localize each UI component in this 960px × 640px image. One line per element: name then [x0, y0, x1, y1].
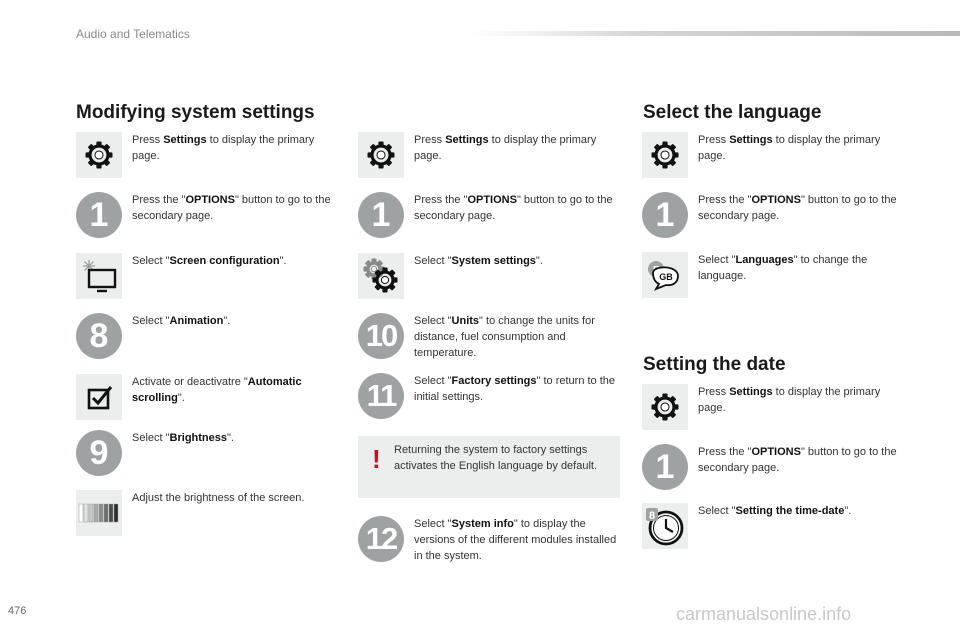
- step-keyword: Screen configuration: [169, 255, 280, 267]
- step-settings-icon: [642, 384, 908, 430]
- system-settings-icon: [358, 253, 404, 299]
- step-text: [414, 516, 619, 564]
- step-keyword: Automatic scrolling: [132, 376, 302, 404]
- step-8: [76, 313, 342, 359]
- step-text-part: ".: [279, 255, 287, 267]
- step-text-part: " to return to the initial settings.: [414, 375, 616, 403]
- step-number-badge: 1: [358, 192, 404, 238]
- step-settings-icon: [642, 132, 908, 178]
- step-keyword: OPTIONS: [185, 194, 235, 206]
- step-keyword: Languages: [735, 254, 794, 266]
- step-brightness-bars-icon: [76, 490, 342, 536]
- step-text-part: Select ": [414, 518, 452, 530]
- settings-icon: [642, 384, 688, 430]
- step-text: [132, 374, 342, 406]
- step-keyword: Setting the time-date: [735, 505, 845, 517]
- step-text: [132, 253, 342, 269]
- step-text-part: " button to go to the secondary page.: [414, 194, 613, 222]
- step-11: [358, 373, 624, 419]
- step-keyword: System settings: [451, 255, 536, 267]
- step-text-part: ".: [844, 505, 852, 517]
- step-10: [358, 313, 624, 361]
- step-text: [698, 384, 908, 416]
- step-12: [358, 516, 619, 564]
- step-keyword: Settings: [445, 134, 489, 146]
- step-number-badge: 9: [76, 430, 122, 476]
- step-text-part: " button to go to the secondary page.: [698, 194, 897, 222]
- step-text: [698, 192, 908, 224]
- step-text: [132, 313, 342, 329]
- step-text-part: Press the ": [698, 194, 752, 206]
- step-text: [132, 132, 342, 164]
- step-text-part: Select ": [132, 432, 170, 444]
- settings-icon: [358, 132, 404, 178]
- step-text-part: Select ": [132, 255, 170, 267]
- brightness-bars-icon: [76, 490, 122, 536]
- step-text-part: ".: [177, 392, 185, 404]
- step-number-badge: 10: [358, 313, 404, 359]
- warning-text: Returning the system to factory settings activates the English language by default.: [394, 444, 598, 472]
- step-checkbox-icon: [76, 374, 342, 420]
- step-text-part: ".: [223, 315, 231, 327]
- screen-config-icon: [76, 253, 122, 299]
- step-text-part: Select ": [414, 375, 452, 387]
- step-text-part: ".: [227, 432, 234, 444]
- step-text-part: Press the ": [132, 194, 186, 206]
- step-clock-icon: [642, 503, 908, 549]
- settings-icon: [76, 132, 122, 178]
- step-number-badge: 1: [642, 192, 688, 238]
- step-text: [698, 132, 908, 164]
- step-keyword: OPTIONS: [467, 194, 517, 206]
- section-title-date: Setting the date: [643, 354, 786, 375]
- step-text-part: " button to go to the secondary page.: [698, 446, 897, 474]
- warning-icon: !: [372, 444, 381, 474]
- step-text-part: " to change the language.: [698, 254, 868, 282]
- step-text-part: ".: [535, 255, 543, 267]
- step-text-part: Press the ": [698, 446, 752, 458]
- step-keyword: Factory settings: [451, 375, 537, 387]
- step-text: [414, 253, 624, 269]
- step-number-badge: 11: [358, 373, 404, 419]
- step-keyword: Units: [451, 315, 480, 327]
- step-keyword: System info: [451, 518, 514, 530]
- step-1: [358, 192, 624, 238]
- step-text: [132, 192, 342, 224]
- step-text-part: " to display the versions of the different modules installed in the system.: [414, 518, 617, 562]
- page-number: 476: [8, 605, 27, 617]
- step-number-badge: 12: [358, 516, 404, 562]
- step-text-part: Select ": [414, 255, 452, 267]
- step-system-settings-icon: [358, 253, 624, 299]
- step-text-part: Select ": [414, 315, 452, 327]
- step-text-part: Select ": [698, 505, 736, 517]
- step-keyword: Settings: [729, 386, 773, 398]
- step-text-part: Adjust the brightness of the screen.: [132, 492, 305, 504]
- step-languages-icon: [642, 252, 908, 298]
- step-number-badge: 8: [76, 313, 122, 359]
- step-text-part: to display the primary page.: [414, 134, 597, 162]
- step-text-part: Press: [414, 134, 446, 146]
- step-keyword: OPTIONS: [751, 194, 801, 206]
- clock-icon-text: 8: [648, 510, 656, 522]
- section-title-language: Select the language: [643, 102, 822, 123]
- step-text-part: to display the primary page.: [698, 386, 881, 414]
- step-1: [642, 444, 908, 490]
- warning-box: [358, 436, 620, 498]
- step-text-part: Press: [698, 386, 730, 398]
- step-keyword: Settings: [729, 134, 773, 146]
- step-settings-icon: [358, 132, 624, 178]
- step-text-part: Activate or deactivatre ": [132, 376, 248, 388]
- step-screen-config-icon: [76, 253, 342, 299]
- section-title-modifying: Modifying system settings: [76, 102, 315, 123]
- step-keyword: Animation: [169, 315, 224, 327]
- step-number-badge: 1: [642, 444, 688, 490]
- header-rule: [470, 31, 960, 36]
- step-keyword: Brightness: [169, 432, 228, 444]
- step-9: [76, 430, 342, 476]
- step-text: [698, 252, 908, 284]
- step-text: [132, 430, 342, 446]
- step-text-part: " to change the units for distance, fuel consumption and temperature.: [414, 315, 595, 359]
- step-text-part: " button to go to the secondary page.: [132, 194, 331, 222]
- step-1: [642, 192, 908, 238]
- step-text: [414, 132, 624, 164]
- watermark: carmanualsonline.info: [676, 604, 852, 624]
- clock-icon: [642, 503, 688, 549]
- step-text: [414, 373, 624, 405]
- step-text: [698, 444, 908, 476]
- step-text-part: Select ": [132, 315, 170, 327]
- step-text: [132, 490, 342, 506]
- languages-icon: [642, 252, 688, 298]
- settings-icon: [642, 132, 688, 178]
- step-text-part: Press: [132, 134, 164, 146]
- step-text-part: Press: [698, 134, 730, 146]
- header-label: Audio and Telematics: [76, 27, 190, 41]
- languages-icon-text-gb: GB: [659, 272, 673, 282]
- step-text-part: Press the ": [414, 194, 468, 206]
- step-text: [414, 192, 624, 224]
- checkbox-icon: [76, 374, 122, 420]
- step-keyword: Settings: [163, 134, 207, 146]
- step-keyword: OPTIONS: [751, 446, 801, 458]
- step-text-part: Select ": [698, 254, 736, 266]
- step-number-badge: 1: [76, 192, 122, 238]
- step-text: [698, 503, 908, 519]
- step-text-part: to display the primary page.: [698, 134, 881, 162]
- step-text: [414, 313, 624, 361]
- step-text-part: to display the primary page.: [132, 134, 315, 162]
- step-settings-icon: [76, 132, 342, 178]
- step-1: [76, 192, 342, 238]
